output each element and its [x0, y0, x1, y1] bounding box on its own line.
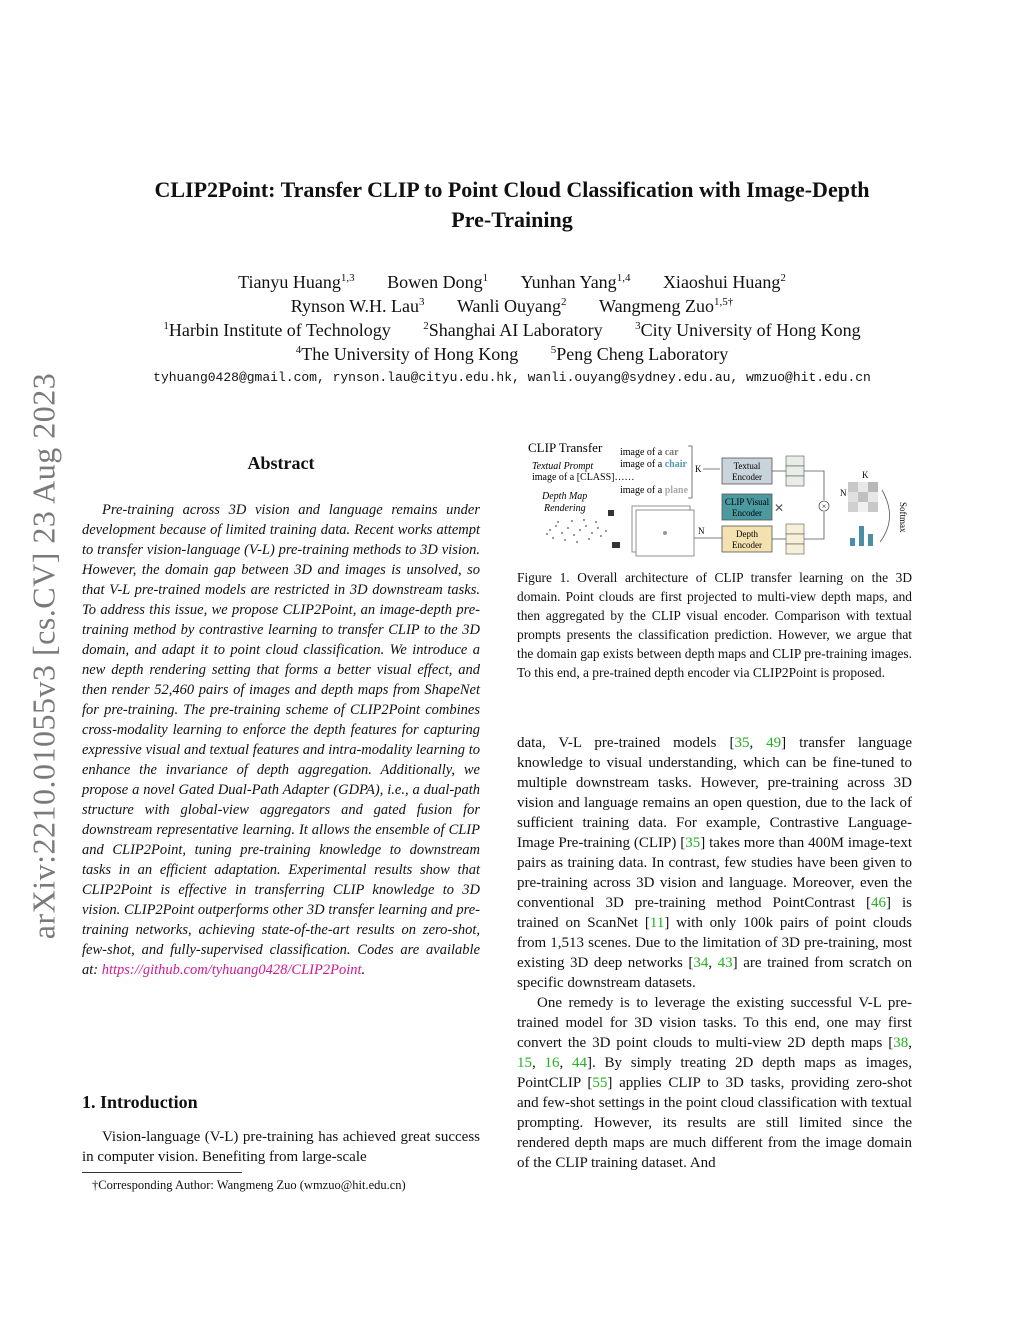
right-column [517, 733, 912, 1173]
citation-link[interactable]: 44 [572, 1055, 588, 1071]
abstract-heading: Abstract [247, 453, 315, 473]
fig-k-label-2: K [862, 470, 869, 480]
citation-link[interactable]: 11 [649, 915, 665, 931]
svg-text:Encoder: Encoder [732, 508, 762, 518]
prediction-bars [850, 526, 873, 546]
citation-link[interactable]: 46 [871, 895, 887, 911]
figure-caption: Figure 1. Overall architecture of CLIP transfer learning on the 3D domain. Point clouds are first projected to multi-view depth maps, and then aggregated by the CLIP visual encoder. Comparison with textual prompts presents the classification prediction. However, we argue that the domain gap exists between depth maps and CLIP pre-training images. To this end, a pre-trained depth encoder via CLIP2Point is proposed. [517, 570, 912, 680]
section-heading: 1. Introduction [82, 1092, 198, 1112]
arxiv-sidebar: arXiv:2210.01055v3 [cs.CV] 23 Aug 2023 [25, 372, 62, 940]
fig-depth-map-label: Depth Map [542, 491, 588, 502]
citation-link[interactable]: 34 [693, 955, 709, 971]
intro-paragraph: Vision-language (V-L) pre-training has achieved great success in computer vision. Benefiting from large-scale [82, 1129, 480, 1165]
author-row-2: Rynson W.H. Lau$^3$ Wanli Ouyang$^2$ Wangmeng Zuo$^{1,5\dagger}$ [290, 296, 734, 316]
architecture-figure [520, 438, 916, 558]
intro-paragraph-continued: data, V-L pre-trained models [35, 49] transfer language knowledge to visual understanding, which can be fine-tuned to multiple downstream tasks. However, pre-training across 3D vision and language remains an open question, due to the lack of sufficient training data. For example, Contrastive Language-Image Pre-training (CLIP) [35] takes more than 400M image-text pairs as training data. In contrast, few studies have been given to pre-training across 3D vision and language. Moreover, even the conventional 3D pre-training method PointContrast [46] is trained on ScanNet [11] with only 100k pairs of point clouds from 1,513 scenes. Due to the limitation of 3D pre-training, most existing 3D deep networks [34, 43] are trained from scratch on specific downstream datasets. [517, 735, 912, 991]
fig-prompt-plane: image of a plane [620, 485, 689, 496]
footnote: †Corresponding Author: Wangmeng Zuo (wmzuo@hit.edu.cn) [92, 1178, 406, 1192]
citation-link[interactable]: 38 [893, 1035, 909, 1051]
fig-n-label-2: N [840, 488, 847, 498]
code-link[interactable]: https://github.com/tyhuang0428/CLIP2Point [101, 962, 362, 978]
affiliation-row-2: $^4$The University of Hong Kong $^5$Peng Cheng Laboratory [295, 344, 729, 364]
citation-link[interactable]: 43 [717, 955, 733, 971]
fig-textual-prompt-label: Textual Prompt [532, 461, 594, 472]
fig-prompt-car: image of a car [620, 447, 679, 458]
feature-stack-depth [786, 524, 804, 554]
intro-paragraph-remedy: One remedy is to leverage the existing successful V-L pre-trained model for 3D vision tasks. To this end, one may first convert the 3D point clouds to multi-view 2D depth maps [38, 15, 16, 44]. By simply treating 2D depth maps as images, PointCLIP [55] applies CLIP to 3D tasks, providing zero-shot and few-shot settings in the point cloud classification with textual prompting. However, its results are still limited since the rendered depth maps are much different from the image domain of the CLIP training dataset. And [517, 995, 913, 1171]
abstract-body: Pre-training across 3D vision and language remains under development because of limited training data. Recent works attempt to transfer vision-language (V-L) pre-training methods to 3D vision. However, the domain gap between 3D and images is unsolved, so that V-L pre-trained models are restricted in 3D downstream tasks. To address this issue, we propose CLIP2Point, an image-depth pre-training method by contrastive learning to transfer CLIP to the 3D domain, and adapt it to point cloud classification. We introduce a new depth rendering setting that forms a better visual effect, and then render 52,460 pairs of images and depth maps from ShapeNet for pre-training. The pre-training scheme of CLIP2Point combines cross-modality learning to enforce the depth features for capturing expressive visual and textual features and intra-modality learning to enhance the invariance of depth aggregation. Additionally, we propose a novel Gated Dual-Path Adapter (GDPA), i.e., a dual-path structure with global-view aggregators and gated fusion for downstream representative learning. It allows the ensemble of CLIP and CLIP2Point, tuning pre-training knowledge to downstream tasks in an efficient adaptation. Experimental results show that CLIP2Point is effective in transferring CLIP knowledge to 3D vision. CLIP2Point outperforms other 3D transfer learning and pre-training networks, achieving state-of-the-art results on zero-shot, few-shot, and fully-supervised classification. Codes are available at: https://github.com/tyhuang0428/CLIP2Point. [82, 502, 480, 978]
affiliation-row-1: $^1$Harbin Institute of Technology $^2$Shanghai AI Laboratory $^3$City University of Hong Kong [163, 320, 861, 340]
svg-text:✕: ✕ [774, 501, 785, 515]
fig-prompt-chair: image of a chair [620, 459, 687, 470]
footnote-divider [82, 1172, 242, 1173]
fig-softmax-label: Softmax [898, 502, 908, 533]
fig-k-label-1: K [695, 464, 702, 474]
citation-link[interactable]: 49 [766, 735, 782, 751]
author-row-1: Tianyu Huang$^{1,3}$ Bowen Dong$^1$ Yunhan Yang$^{1,4}$ Xiaoshui Huang$^2$ [238, 272, 786, 292]
citation-link[interactable]: 15 [517, 1055, 532, 1071]
citation-link[interactable]: 35 [734, 735, 750, 751]
svg-text:×: × [821, 502, 827, 511]
svg-text:Depth: Depth [736, 529, 758, 539]
citation-link[interactable]: 35 [685, 835, 701, 851]
paper-title: CLIP2Point: Transfer CLIP to Point Cloud Classification with Image-Depth Pre-Training [154, 177, 870, 232]
similarity-matrix [848, 482, 878, 512]
citation-link[interactable]: 16 [544, 1055, 560, 1071]
author-emails: tyhuang0428@gmail.com, rynson.lau@cityu.edu.hk, wanli.ouyang@sydney.edu.au, wmzuo@hit.edu.cn [153, 370, 871, 385]
svg-text:Encoder: Encoder [732, 540, 762, 550]
fig-n-label-1: N [698, 526, 705, 536]
svg-text:Textual: Textual [733, 461, 761, 471]
point-cloud [546, 519, 607, 543]
fig-rendering-label: Rendering [544, 503, 586, 514]
svg-text:CLIP Visual: CLIP Visual [724, 497, 770, 507]
fig-prompt-class: image of a [CLASS]…… [532, 472, 635, 483]
feature-stack-text [786, 456, 804, 486]
citation-link[interactable]: 55 [592, 1075, 608, 1091]
fig-clip-transfer-label: CLIP Transfer [528, 440, 603, 455]
svg-text:Encoder: Encoder [732, 472, 762, 482]
